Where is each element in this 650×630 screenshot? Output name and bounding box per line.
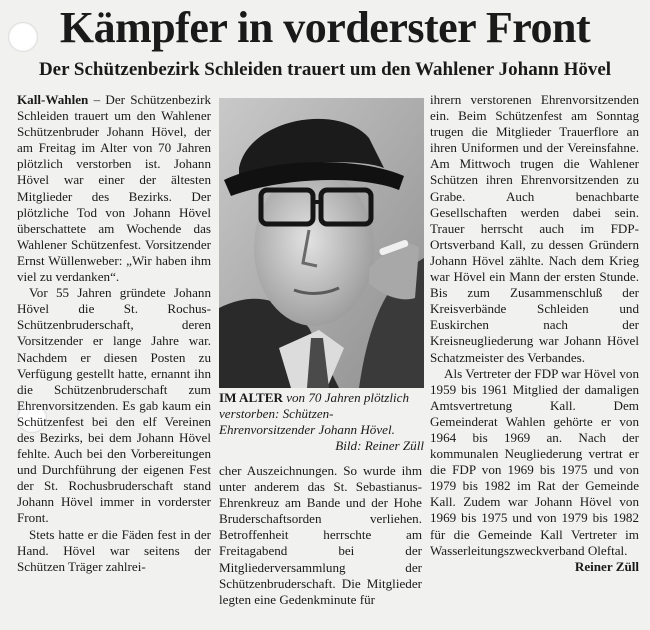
paragraph: Als Vertreter der FDP war Hövel von 1959 bis 1961 Mitglied der damaligen Amtsvertretung Kall. Dem Gemeinderat Wahlen gehörte er von 1964 bis 1969 an. Nach der kommunalen Neugliederung vertrat er die FDP von 1969 bis 1975 und von 1979 bis 1982 im Rat der Gemeinde Kall. Zudem war Johann Hövel von 1969 bis 1975 und von 1979 bis 1982 für die Gemeinde Kall Vertreter im Wasserleitungszweckverband Oleftal.: [430, 365, 639, 558]
article-column-1: [17, 92, 211, 575]
paragraph: Stets hatte er die Fäden fest in der Hand. Hövel war seitens der Schützen Träger zahlrei-: [17, 526, 211, 574]
caption-text: von 70 Jahren plötzlich verstorben: Schützen-Ehrenvorsitzender Johann Hövel.: [219, 390, 409, 437]
photo-caption: [219, 390, 424, 454]
subheadline: Der Schützenbezirk Schleiden trauert um den Wahlener Johann Hövel: [38, 59, 612, 80]
article-column-2: [219, 463, 422, 608]
photo-credit: Bild: Reiner Züll: [335, 438, 424, 453]
paragraph: cher Auszeichnungen. So wurde ihm unter anderem das St. Sebastianus-Ehrenkreuz am Bande und der Hohe Bruderschaftsorden verliehen. Betroffenheit herrschte am Freitagabend bei der Mitgliederversammlung der Schützenbruderschaft. Die Mitglieder legten eine Gedenkminute für: [219, 463, 422, 607]
dateline: Kall-Wahlen: [17, 92, 89, 107]
paragraph-text: – Der Schützenbezirk Schleiden trauert um den Wahlener Schützenbruder Johann Hövel, der am Freitag im Alter von 70 Jahren plötzlich verstorben ist. Johann Hövel war einer der ältesten Mitglieder des Bezirks. Der plötzliche Tod von Johann Hövel überschattete am Wochende das Wahlener Schützenfest. Vorsitzender Ernst Wüllenweber: „Wir haben ihm viel zu verdanken“.: [17, 92, 211, 285]
paragraph: Vor 55 Jahren gründete Johann Hövel die St. Rochus-Schützenbruderschaft, deren Vorsitzender er lange Jahre war. Nachdem er diesen Posten zu Verfügung gestellt hatte, ernannt ihn die Schützenbruderschaft zum Ehrenvorsitzenden. Es gab kaum ein Schützenfest bei den elf Vereinen des Bezirks, bei dem Johann Hövel fehlte. Auch bei den Vorbereitungen und Durchführung der eigenen Fest der St. Rochusbruderschaft stand Johann Hövel immer in vorderster Front.: [17, 285, 211, 526]
article-column-3: [430, 92, 639, 575]
paragraph: [17, 92, 211, 285]
portrait-photo: [219, 98, 424, 388]
caption-lead: IM ALTER: [219, 390, 283, 405]
byline: Reiner Züll: [574, 558, 639, 574]
paragraph: ihrern verstorenen Ehrenvorsitzenden ein. Beim Schützenfest am Sonntag trugen die Mitglieder Trauerflore an ihren Uniformen und der Vereinsfahne. Am Mittwoch trugen die Wahlener Schützen ihren Ehrenvorsitzenden zu Grabe. Auch benachbarte Gesellschaften werden dabei sein. Trauer herrscht auch im FDP-Ortsverband Kall, zu dessen Gründern Johann Hövel zählte. Nach dem Krieg war Hövel ein Mann der ersten Stunde. Bis zum Zusammenschluß der Kreisverbände Schleiden und Euskirchen nach der Kreisneugliederung war Johann Hövel Schatzmeister des Verbandes.: [430, 92, 639, 365]
headline: Kämpfer in vorderster Front: [59, 3, 591, 52]
